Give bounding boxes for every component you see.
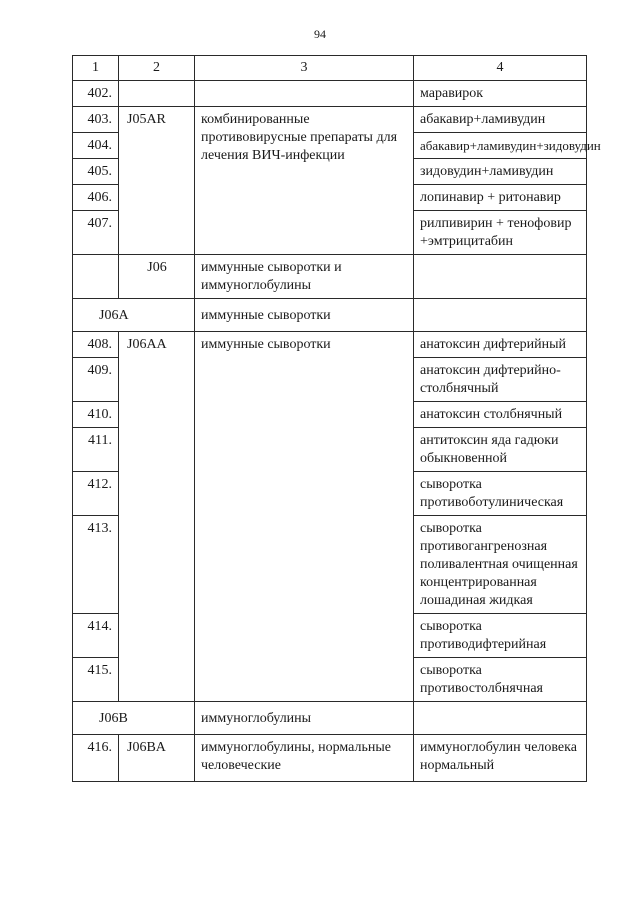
row-number: 413. (73, 516, 119, 614)
group-row (73, 702, 587, 735)
row-number: 403. (73, 107, 119, 133)
page-number: 94 (314, 27, 326, 41)
group-name: комбинированные противовирусные препараты для лечения ВИЧ-инфекции (195, 107, 414, 255)
row-number: 412. (73, 472, 119, 516)
drug-name (414, 255, 587, 299)
header-col-1: 1 (73, 56, 119, 81)
drug-name: абакавир+ламивудин+зидовудин (414, 133, 587, 159)
drug-name: сыворотка противогангренозная поливалентная очищенная концентрированная лошадиная жидкая (414, 516, 587, 614)
row-number: 414. (73, 614, 119, 658)
row-number: 402. (73, 81, 119, 107)
group-name: иммуноглобулины (195, 702, 414, 735)
row-number: 409. (73, 358, 119, 402)
group-row (73, 299, 587, 332)
drug-name: сыворотка противодифтерийная (414, 614, 587, 658)
atc-code: J05AR (119, 107, 195, 255)
drug-name (414, 702, 587, 735)
row-number: 410. (73, 402, 119, 428)
atc-code: J06 (119, 255, 195, 299)
drug-name: рилпивирин + тенофовир +эмтрицитабин (414, 211, 587, 255)
row-number: 408. (73, 332, 119, 358)
header-col-2: 2 (119, 56, 195, 81)
group-name: иммуноглобулины, нормальные человеческие (195, 735, 414, 782)
drug-classification-table (72, 55, 601, 782)
atc-code (119, 81, 195, 107)
drug-name: сыворотка противоботулиническая (414, 472, 587, 516)
header-col-3: 3 (195, 56, 414, 81)
row-number: 416. (73, 735, 119, 782)
drug-name (414, 299, 587, 332)
header-col-4: 4 (414, 56, 587, 81)
atc-code: J06A (73, 299, 195, 332)
group-row (73, 255, 587, 299)
drug-name: маравирок (414, 81, 587, 107)
group-name: иммунные сыворотки (195, 299, 414, 332)
row-number (73, 255, 119, 299)
row-number: 405. (73, 159, 119, 185)
drug-name: иммуноглобулин человека нормальный (414, 735, 587, 782)
drug-name: абакавир+ламивудин (414, 107, 587, 133)
atc-code: J06B (73, 702, 195, 735)
drug-name: антитоксин яда гадюки обыкновенной (414, 428, 587, 472)
atc-code: J06BA (119, 735, 195, 782)
group-name (195, 81, 414, 107)
table-row (73, 735, 587, 782)
row-number: 404. (73, 133, 119, 159)
row-number: 407. (73, 211, 119, 255)
table-header-row (73, 56, 587, 81)
drug-name: лопинавир + ритонавир (414, 185, 587, 211)
table-row (73, 81, 587, 107)
drug-name: анатоксин дифтерийный (414, 332, 587, 358)
table-row (73, 332, 587, 358)
atc-code: J06AA (119, 332, 195, 702)
group-name: иммунные сыворотки (195, 332, 414, 702)
table-row (73, 107, 587, 133)
drug-name: сыворотка противостолбнячная (414, 658, 587, 702)
row-number: 411. (73, 428, 119, 472)
drug-name: анатоксин дифтерийно-столбнячный (414, 358, 587, 402)
group-name: иммунные сыворотки и иммуноглобулины (195, 255, 414, 299)
row-number: 406. (73, 185, 119, 211)
drug-name: зидовудин+ламивудин (414, 159, 587, 185)
row-number: 415. (73, 658, 119, 702)
drug-name: анатоксин столбнячный (414, 402, 587, 428)
